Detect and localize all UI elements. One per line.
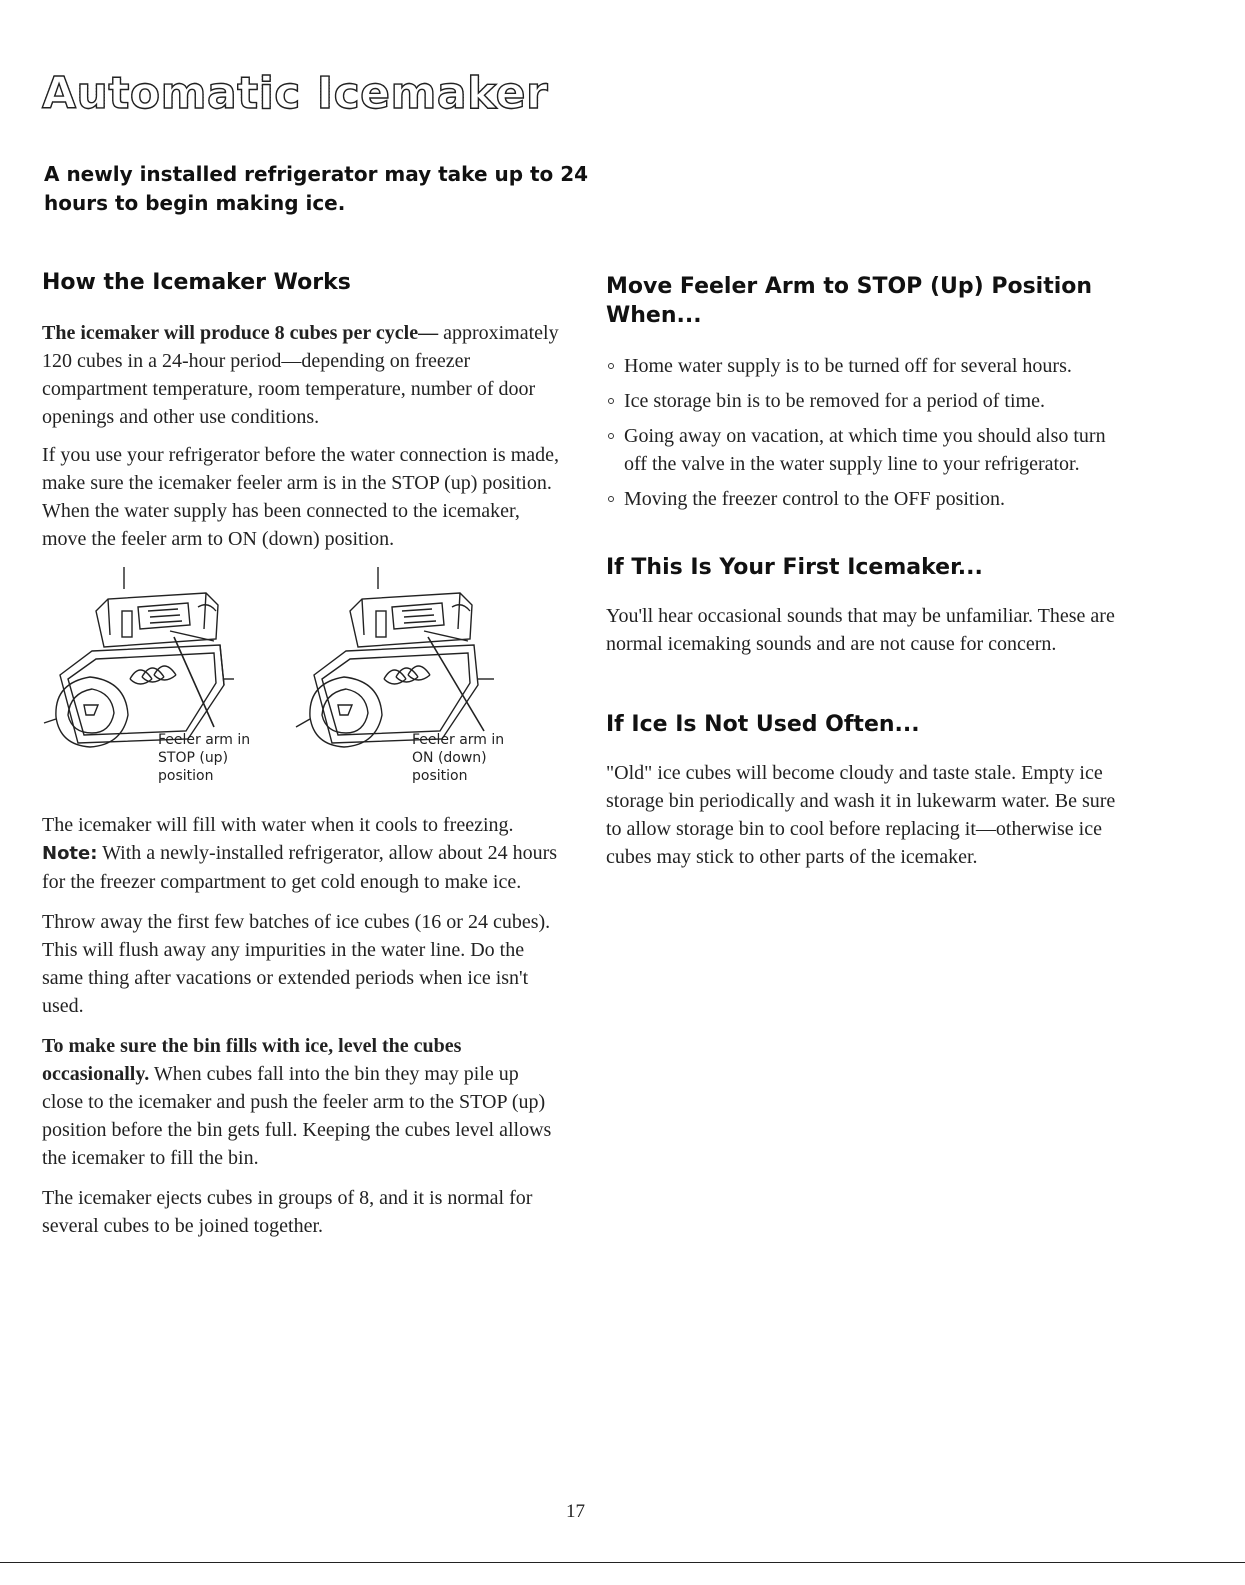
level-cubes-lead: To make sure the bin fills with ice, level the cubes occasionally.	[42, 1035, 462, 1085]
list-item	[606, 485, 1116, 513]
right-column	[606, 272, 1116, 871]
first-icemaker-text: You'll hear occasional sounds that may be unfamiliar. These are normal icemaking sounds and are not cause for concern.	[606, 605, 1115, 655]
intro-notice: A newly installed refrigerator may take up to 24 hours to begin making ice.	[44, 162, 589, 215]
page-title: Automatic Icemaker	[42, 68, 549, 119]
fill-water-paragraph	[42, 811, 562, 896]
on-caption-line-3: position	[412, 768, 468, 784]
list-item-text: Home water supply is to be turned off for several hours.	[624, 355, 1072, 377]
on-caption-line-1: Feeler arm in	[412, 732, 505, 748]
page-number: 17	[566, 1501, 585, 1522]
feeler-arm-stop-figure	[38, 567, 288, 799]
list-item	[606, 352, 1116, 380]
stop-caption-line-1: Feeler arm in	[158, 732, 251, 748]
list-item	[606, 422, 1116, 478]
production-lead: The icemaker will produce 8 cubes per cycle—	[42, 322, 439, 344]
footer-divider	[0, 1562, 1245, 1563]
feeler-arm-on-figure	[288, 567, 538, 799]
bullet-icon	[608, 433, 614, 439]
how-icemaker-works-heading: How the Icemaker Works	[42, 270, 351, 295]
feeler-arm-figures	[38, 567, 558, 799]
ejects-cubes-paragraph: The icemaker ejects cubes in groups of 8, and it is normal for several cubes to be joined together.	[42, 1187, 533, 1237]
move-feeler-arm-heading: Move Feeler Arm to STOP (Up) Position When...	[606, 274, 1093, 328]
bullet-icon	[608, 363, 614, 369]
stop-caption-line-2: STOP (up)	[158, 750, 229, 766]
list-item-text: Ice storage bin is to be removed for a period of time.	[624, 390, 1045, 412]
production-text: approximately 120 cubes in a 24-hour period—depending on freezer compartment temperature, room temperature, number of door openings and other use conditions.	[42, 322, 559, 428]
level-cubes-paragraph	[42, 1032, 562, 1172]
list-item-text: Moving the freezer control to the OFF position.	[624, 488, 1006, 510]
list-item-text: Going away on vacation, at which time you should also turn off the valve in the water supply line to your refrigerator.	[624, 425, 1106, 475]
ice-not-used-text: "Old" ice cubes will become cloudy and taste stale. Empty ice storage bin periodically and wash it in lukewarm water. Be sure to allow storage bin to cool before replacing it—otherwise ice cubes may stick to other parts of the icemaker.	[606, 762, 1116, 868]
how-icemaker-works-section	[42, 268, 562, 1240]
level-cubes-text: When cubes fall into the bin they may pile up close to the icemaker and push the feeler arm to the STOP (up) position before the bin gets full. Keeping the cubes level allows the icemaker to fill the bin.	[42, 1063, 552, 1169]
note-text: With a newly-installed refrigerator, allow about 24 hours for the freezer compartment to get cold enough to make ice.	[42, 842, 558, 893]
fill-water-text: The icemaker will fill with water when it cools to freezing.	[42, 814, 514, 836]
stop-caption-line-3: position	[158, 768, 214, 784]
first-icemaker-heading: If This Is Your First Icemaker...	[606, 555, 983, 580]
bullet-icon	[608, 398, 614, 404]
note-label: Note:	[42, 843, 98, 864]
stop-caption	[158, 731, 250, 785]
ice-not-used-heading: If Ice Is Not Used Often...	[606, 712, 920, 737]
water-connection-paragraph: If you use your refrigerator before the water connection is made, make sure the icemaker feeler arm is in the STOP (up) position. When the water supply has been connected to the icemaker, move the feeler arm to ON (down) position.	[42, 444, 560, 550]
throw-away-paragraph: Throw away the first few batches of ice cubes (16 or 24 cubes). This will flush away any impurities in the water line. Do the same thing after vacations or extended periods when ice isn't used.	[42, 911, 551, 1017]
production-paragraph	[42, 319, 562, 431]
bullet-icon	[608, 496, 614, 502]
list-item	[606, 387, 1116, 415]
on-caption	[412, 731, 504, 785]
move-feeler-arm-list	[606, 352, 1116, 513]
on-caption-line-2: ON (down)	[412, 750, 487, 766]
